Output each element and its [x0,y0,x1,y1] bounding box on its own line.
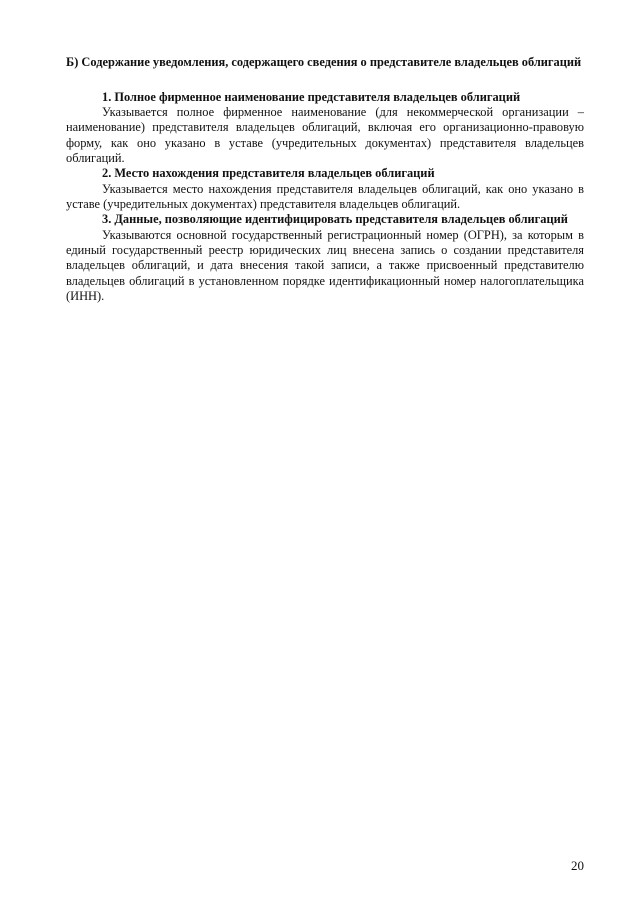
section-text: Указываются основной государственный регистрационный номер (ОГРН), за которым в единый государственный реестр юридических лиц внесена запись о создании представителя владельцев облигаций, и дата внесения такой записи, а также присвоенный представителю владельцев облигаций в установленном порядке идентификационный номер налогоплательщика (ИНН). [66,227,584,303]
section-text: Указывается место нахождения представителя владельцев облигаций, как оно указано в уставе (учредительных документах) представителя владельцев облигаций. [66,181,584,211]
section-title: 3. Данные, позволяющие идентифицировать представителя владельцев облигаций [102,212,568,227]
section-location [66,166,584,212]
section-full-name [66,90,584,167]
document-heading: Б) Содержание уведомления, содержащего сведения о представителе владельцев облигаций [66,55,582,69]
section-text: Указывается полное фирменное наименование (для некоммерческой организации – наименование) представителя владельцев облигаций, включая его организационно-правовую форму, как оно указано в уставе (учредительных документах) представителя владельцев облигаций. [66,105,584,165]
section-title: 2. Место нахождения представителя владельцев облигаций [102,166,435,181]
section-title: 1. Полное фирменное наименование представителя владельцев облигаций [102,89,521,104]
page-number: 20 [571,858,584,873]
section-identification [66,212,584,304]
document-page [66,54,584,304]
